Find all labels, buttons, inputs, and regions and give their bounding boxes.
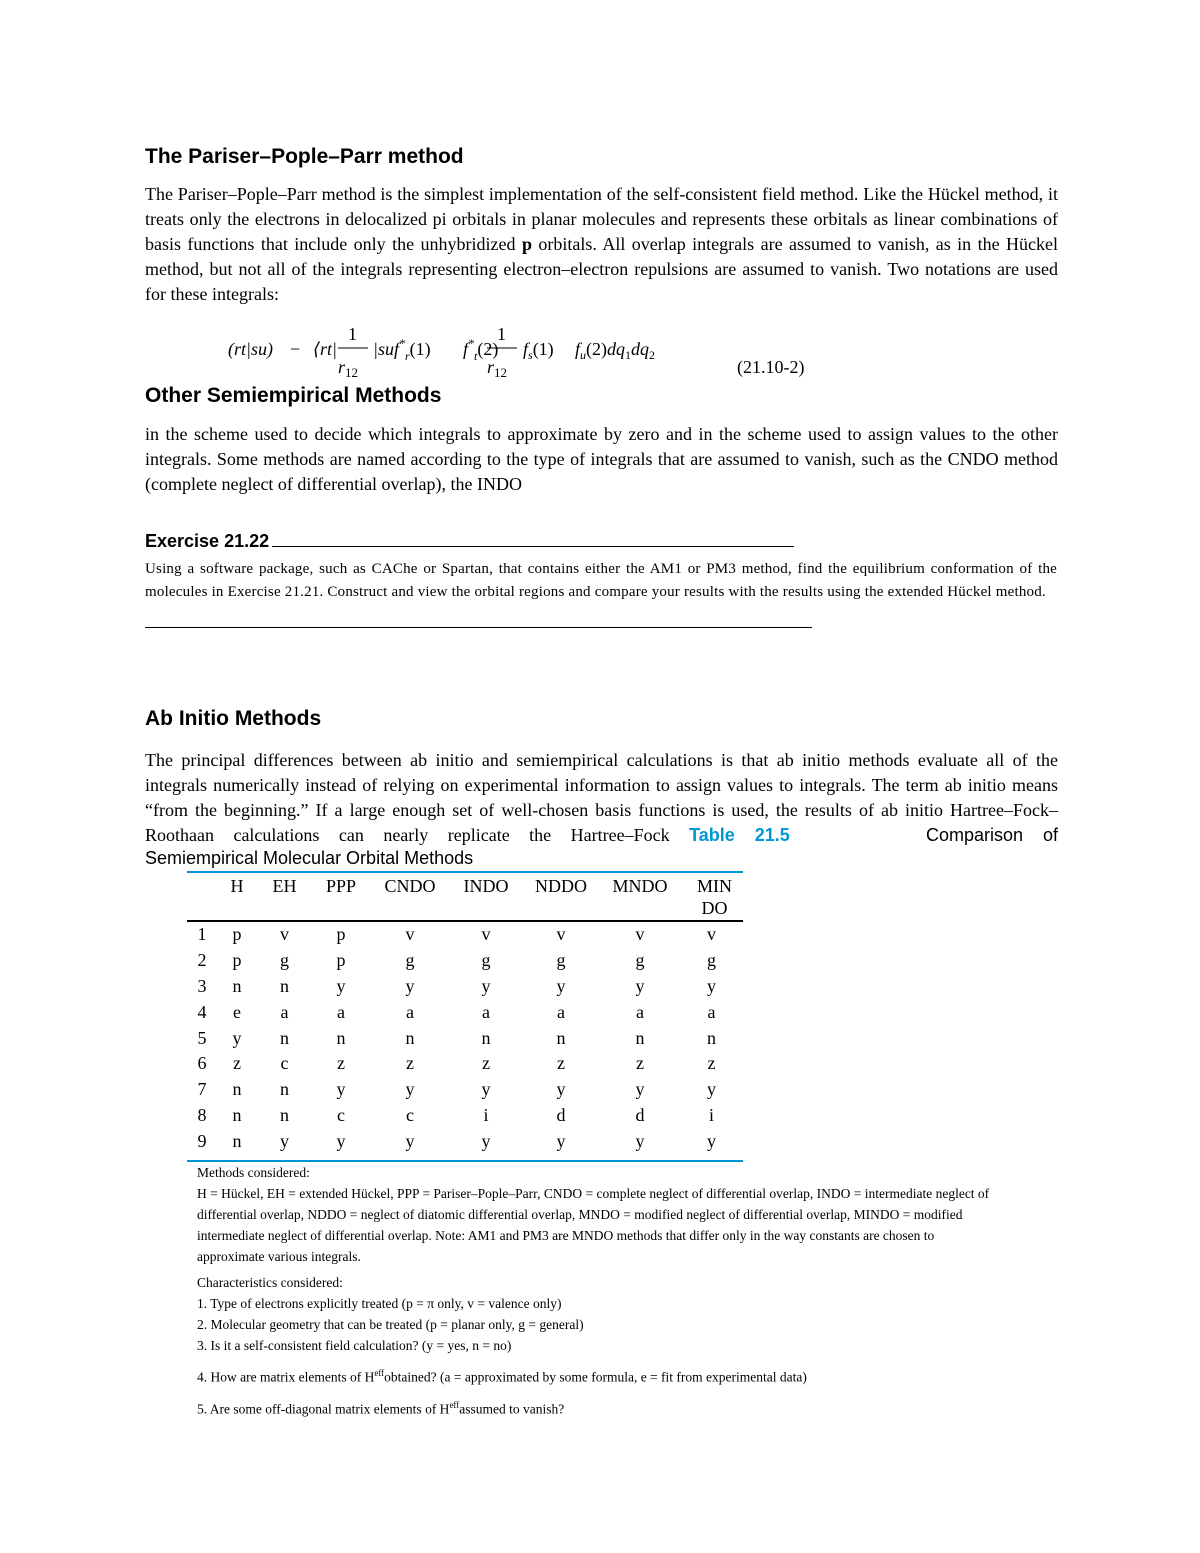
table-row-number: 8 — [197, 1104, 207, 1125]
two-electron-integral-equation — [220, 320, 680, 382]
table-header-cell: NDDO — [535, 876, 587, 896]
table-cell: z — [636, 1053, 644, 1074]
characteristic-4-b: obtained? (a = approximated by some formula, e = fit from experimental data) — [384, 1369, 807, 1385]
ab-initio-paragraph — [145, 748, 1058, 871]
exercise-top-rule — [272, 546, 794, 547]
ppp-text-a: The Pariser–Pople–Parr method is the simplest implementation of the self-consistent field method. Like the Hückel method, it treats only the electrons in delocalized pi orbitals in planar molecules and represents these orbitals as linear combinations of basis functions that include only the unhybridized — [145, 184, 1058, 254]
table-cell: n — [280, 1079, 289, 1100]
exercise-title: Exercise 21.22 — [145, 531, 270, 551]
methods-title: Methods considered: — [197, 1165, 310, 1180]
svg-text:fu(2)dq1dq2: $f_u(2)dq_1dq_2$ — [575, 339, 656, 362]
equation-number: (21.10-2) — [737, 357, 805, 377]
other-methods-paragraph — [145, 422, 1058, 497]
table-cell: p — [336, 924, 346, 945]
table-cell: n — [405, 1027, 415, 1048]
table-cell: a — [707, 1001, 716, 1022]
table-row-number: 9 — [197, 1130, 207, 1151]
svg-text:−: − — [290, 339, 301, 359]
table-cell: n — [280, 1027, 289, 1048]
svg-text:(rt|su): (rt|su) — [228, 339, 273, 359]
exercise-body: Using a software package, such as CAChe or Spartan, that contains either the AM1 or PM3 method, find the equilibrium conformation of the molecules in Exercise 21.21. Construct and view the orbital regions and compare your results with the results using the extended Hückel method. — [145, 561, 1057, 600]
svg-text:fs(1): $f_s(1)$ — [523, 339, 554, 362]
table-header-cell: EH — [272, 876, 297, 896]
table-cell: p — [336, 950, 346, 971]
table-cell: y — [635, 1130, 645, 1151]
table-cell: y — [556, 975, 566, 996]
table-row-number: 3 — [197, 975, 207, 996]
table-cell: y — [635, 1079, 645, 1100]
svg-text:r12: $r_{12}$ — [487, 357, 508, 380]
characteristic-5-b: assumed to vanish? — [459, 1401, 565, 1416]
table-cell: y — [481, 1079, 491, 1100]
table-cell: n — [481, 1027, 491, 1048]
table-row — [187, 999, 743, 1025]
eff-superscript: eff — [374, 1368, 385, 1378]
section-heading-ab-initio: Ab Initio Methods — [145, 707, 322, 730]
table-cell: n — [556, 1027, 566, 1048]
table-header-cell: MNDO — [612, 876, 668, 896]
table-header-cell: CNDO — [384, 876, 436, 896]
characteristic-4 — [197, 1363, 997, 1388]
table-cell: n — [336, 1027, 346, 1048]
table-cell: e — [233, 1001, 241, 1022]
table-header-cell: MIN DO — [697, 876, 732, 918]
table-cell: c — [337, 1104, 345, 1125]
table-cell: n — [232, 1104, 242, 1125]
exercise-bottom-rule — [145, 627, 812, 628]
table-cell: y — [481, 975, 491, 996]
section-heading-ppp: The Pariser–Pople–Parr method — [145, 145, 464, 168]
table-header-cell: PPP — [325, 876, 357, 896]
table-header-cell: INDO — [463, 876, 509, 896]
table-header-cell — [187, 875, 217, 922]
table-cell: y — [707, 975, 716, 996]
table-cell: z — [406, 1053, 414, 1074]
table-row — [187, 1077, 743, 1103]
table-row-number: 1 — [197, 924, 207, 945]
table-body — [187, 922, 743, 1154]
characteristics-title: Characteristics considered: — [197, 1275, 343, 1290]
svg-text:|suf*r(1): |suf*$_r$(1) — [373, 336, 431, 363]
table-cell: n — [280, 1104, 289, 1125]
table-reference: Table 21.5 — [689, 825, 790, 845]
table-row-number: 7 — [197, 1079, 207, 1100]
table-cell: v — [707, 924, 716, 945]
table-cell: y — [405, 975, 415, 996]
other-methods-text: in the scheme used to decide which integrals to approximate by zero and in the scheme used to assign values to the other integrals. Some methods are named according to the type of integrals that are assumed to vanish, such as the CNDO method (complete neglect of differential overlap), the INDO — [145, 424, 1058, 494]
table-row — [187, 974, 743, 1000]
table-cell: n — [280, 975, 289, 996]
table-cell: n — [707, 1027, 716, 1048]
eff-superscript: eff — [449, 1399, 460, 1410]
table-cell: g — [635, 950, 645, 971]
svg-text:r12: $r_{12}$ — [338, 357, 359, 380]
table-cell: y — [556, 1130, 566, 1151]
table-cell: n — [232, 1079, 242, 1100]
table-cell: y — [405, 1079, 415, 1100]
table-caption-part-b: Semiempirical Molecular Orbital Methods — [145, 848, 474, 868]
table-row-number: 4 — [197, 1001, 207, 1022]
table-cell: c — [406, 1104, 414, 1125]
table-row — [187, 1128, 743, 1154]
ppp-text-b: orbitals. All overlap integrals are assumed to vanish, as in the Hückel method, but not all of the integrals representing electron–electron repulsions are assumed to vanish. Two notations are used for these integrals: — [145, 234, 1059, 304]
table-cell: p — [232, 924, 242, 945]
table-cell: g — [707, 950, 716, 971]
table-cell: y — [232, 1027, 242, 1048]
characteristic-5 — [197, 1395, 997, 1420]
table-cell: v — [280, 924, 289, 945]
table-cell: v — [481, 924, 491, 945]
characteristic-2: 2. Molecular geometry that can be treated (p = planar only, g = general) — [197, 1317, 584, 1332]
table-cell: y — [707, 1130, 716, 1151]
section-heading-other-semiempirical: Other Semiempirical Methods — [145, 384, 442, 407]
table-cell: y — [707, 1079, 716, 1100]
table-cell: a — [636, 1001, 644, 1022]
table-cell: n — [635, 1027, 645, 1048]
table-cell: n — [232, 975, 242, 996]
table-cell: a — [280, 1001, 289, 1022]
svg-text:1: 1 — [348, 324, 357, 344]
table-cell: y — [635, 975, 645, 996]
table-cell: y — [336, 1079, 346, 1100]
table-caption-part-a: Comparison of — [926, 825, 1059, 845]
ab-initio-text: The principal differences between ab initio and semiempirical calculations is that ab initio methods evaluate all of the integrals numerically instead of relying on experimental information to assign values to integrals. The term ab initio means “from the beginning.” If a large enough set of well-chosen basis functions is used, the results of ab initio Hartree–Fock–Roothaan calculations can nearly replicate the Hartree–Fock — [145, 750, 1058, 845]
table-top-rule — [187, 871, 743, 873]
svg-text:1: 1 — [497, 324, 506, 344]
table-cell: y — [280, 1130, 289, 1151]
table-cell: i — [483, 1104, 489, 1125]
methods-text: H = Hückel, EH = extended Hückel, PPP = Pariser–Pople–Parr, CNDO = complete neglect of differential overlap, INDO = intermediate neglect of differential overlap, NDDO = neglect of diatomic differential overlap, MNDO = modified neglect of differential overlap, MINDO = modified intermediate neglect of differential overlap. Note: AM1 and PM3 are MNDO methods that differ only in the way constants are chosen to approximate various integrals. — [197, 1186, 990, 1264]
table-cell: g — [280, 950, 289, 971]
table-cell: g — [405, 950, 415, 971]
table-cell: v — [405, 924, 415, 945]
table-cell: v — [556, 924, 566, 945]
table-row-number: 5 — [197, 1027, 207, 1048]
table-cell: i — [708, 1104, 714, 1125]
characteristic-4-a: 4. How are matrix elements of H — [197, 1369, 375, 1385]
table-cell: d — [556, 1104, 566, 1125]
table-cell: y — [336, 1130, 346, 1151]
table-cell: g — [481, 950, 491, 971]
p-orbital-symbol: p — [521, 234, 532, 254]
table-cell: g — [556, 950, 566, 971]
table-cell: z — [707, 1053, 716, 1074]
table-row — [187, 1025, 743, 1051]
table-row-number: 2 — [197, 950, 207, 971]
table-header-row — [187, 875, 743, 922]
table-cell: y — [481, 1130, 491, 1151]
table-row — [187, 922, 743, 948]
comparison-table — [187, 875, 743, 1154]
table-cell: y — [336, 975, 346, 996]
table-cell: n — [232, 1130, 242, 1151]
table-row — [187, 948, 743, 974]
table-notes — [197, 1162, 997, 1419]
characteristic-1: 1. Type of electrons explicitly treated (p = π only, v = valence only) — [197, 1296, 562, 1311]
table-cell: p — [232, 950, 242, 971]
table-cell: y — [556, 1079, 566, 1100]
svg-text:f*t(2): $f^*_t(2)$ — [463, 336, 499, 363]
table-cell: z — [337, 1053, 345, 1074]
table-row-number: 6 — [197, 1053, 207, 1074]
table-cell: y — [405, 1130, 415, 1151]
table-header-cell: H — [230, 876, 244, 896]
characteristic-5-a: 5. Are some off-diagonal matrix elements of H — [197, 1401, 450, 1416]
table-row — [187, 1103, 743, 1129]
table-cell: z — [557, 1053, 565, 1074]
table-cell: a — [337, 1001, 345, 1022]
characteristic-3: 3. Is it a self-consistent field calculation? (y = yes, n = no) — [197, 1338, 512, 1353]
ppp-paragraph — [145, 182, 1058, 307]
table-cell: v — [635, 924, 645, 945]
table-cell: a — [406, 1001, 414, 1022]
table-cell: c — [280, 1053, 289, 1074]
table-row — [187, 1051, 743, 1077]
svg-text:⟨rt|: ⟨rt| — [313, 339, 337, 359]
table-cell: a — [482, 1001, 490, 1022]
table-cell: z — [482, 1053, 490, 1074]
table-cell: a — [557, 1001, 565, 1022]
table-cell: d — [635, 1104, 645, 1125]
table-cell: z — [233, 1053, 241, 1074]
